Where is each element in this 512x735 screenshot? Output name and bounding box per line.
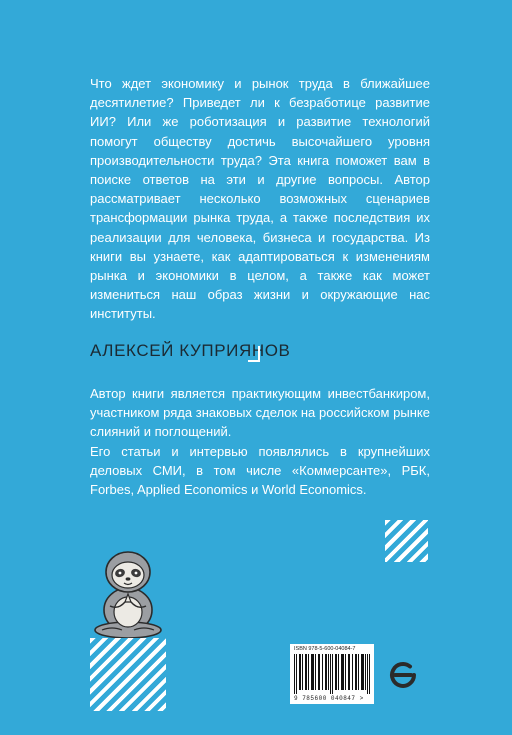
bio-paragraph-2: Его статьи и интервью появлялись в крупнейших деловых СМИ, в том числе «Коммерсанте», РБК, Forbes, Applied Economics и World Economics. xyxy=(90,443,430,498)
description-paragraph: Что ждет экономику и рынок труда в ближайшее десятилетие? Приведет ли к безработице развитие ИИ? Или же роботизация и развитие технологий помогут обществу достичь высочайшего уровня производительности труда? Эта книга поможет вам в поиске ответов на эти и другие вопросы. Автор рассматривает несколько возможных сценариев трансформации рынка труда, а также последствия их реализации для человека, бизнеса и государства. Из книги вы узнаете, как адаптироваться к изменениям рынка и экономики в целом, а также как может измениться наш образ жизни и окружающие нас институты. xyxy=(90,76,430,322)
bio-paragraph-1: Автор книги является практикующим инвестбанкиром, участником ряда знаковых сделок на российском рынке слияний и поглощений. xyxy=(90,386,430,440)
striped-square-decoration xyxy=(385,520,428,562)
isbn-barcode-block xyxy=(290,644,374,704)
corner-bracket-icon xyxy=(248,346,260,362)
author-name: АЛЕКСЕЙ КУПРИЯНОВ xyxy=(90,341,291,360)
publisher-logo-icon xyxy=(388,660,418,690)
isbn-label: ISBN 978-5-600-04084-7 xyxy=(294,646,356,652)
author-bio xyxy=(90,384,430,499)
sloth-icon xyxy=(92,548,164,640)
barcode-digits: 9 785600 040847 > xyxy=(294,695,364,702)
barcode-icon xyxy=(294,654,370,694)
book-description xyxy=(90,74,430,324)
striped-pedestal-decoration xyxy=(90,638,166,711)
